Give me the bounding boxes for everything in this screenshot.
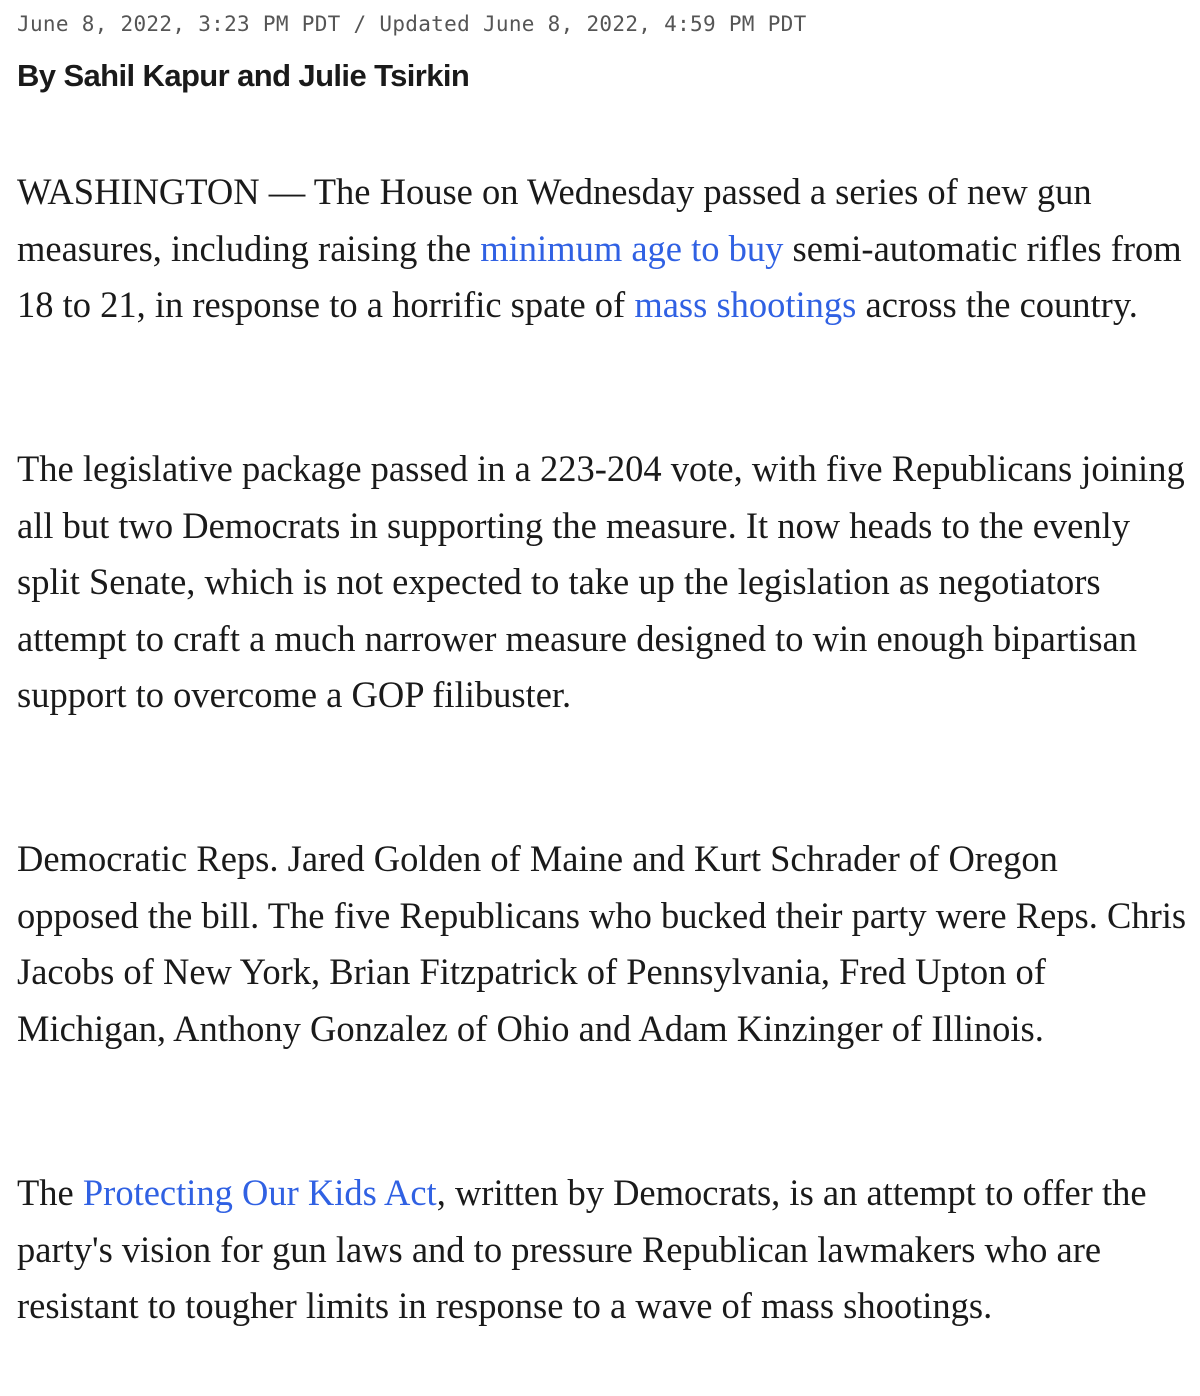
paragraph-text: The legislative package passed in a 223-204 vote, with five Republicans joining all but two Democrats in supporting the measure. It now heads to the evenly split Senate, which is not expected to take up the legislation as negotiators attempt to craft a much narrower measure designed to win enough bipartisan support to overcome a GOP filibuster. [17,448,1185,716]
article-paragraph-4 [17,1165,1187,1335]
protecting-our-kids-act-link[interactable]: Protecting Our Kids Act [82,1172,437,1213]
mass-shootings-link[interactable]: mass shootings [634,284,857,326]
article-paragraph-3 [17,831,1187,1057]
article-dateline: June 8, 2022, 3:23 PM PDT / Updated June 8, 2022, 4:59 PM PDT [17,12,807,36]
paragraph-text: The [17,1172,83,1213]
article-paragraph-1 [17,164,1187,334]
paragraph-text: across the country. [856,284,1138,326]
article-paragraph-2 [17,441,1187,724]
paragraph-text: Democratic Reps. Jared Golden of Maine and Kurt Schrader of Oregon opposed the bill. The five Republicans who bucked their party were Reps. Chris Jacobs of New York, Brian Fitzpatrick of Pennsylvania, Fred Upton of Michigan, Anthony Gonzalez of Ohio and Adam Kinzinger of Illinois. [17,838,1187,1049]
paragraph-text: WASHINGTON — The House on Wednesday passed a series of new gun measures, including raising the [17,171,1092,269]
paragraph-text: semi-automatic rifles from 18 to 21, in response to a horrific spate of [17,227,1182,326]
article-byline: By Sahil Kapur and Julie Tsirkin [17,58,470,93]
minimum-age-to-buy-link[interactable]: minimum age to buy [480,227,784,269]
paragraph-text: , written by Democrats, is an attempt to offer the party's vision for gun laws and to pressure Republican lawmakers who are resistant to tougher limits in response to a wave of mass shootings. [17,1172,1147,1327]
